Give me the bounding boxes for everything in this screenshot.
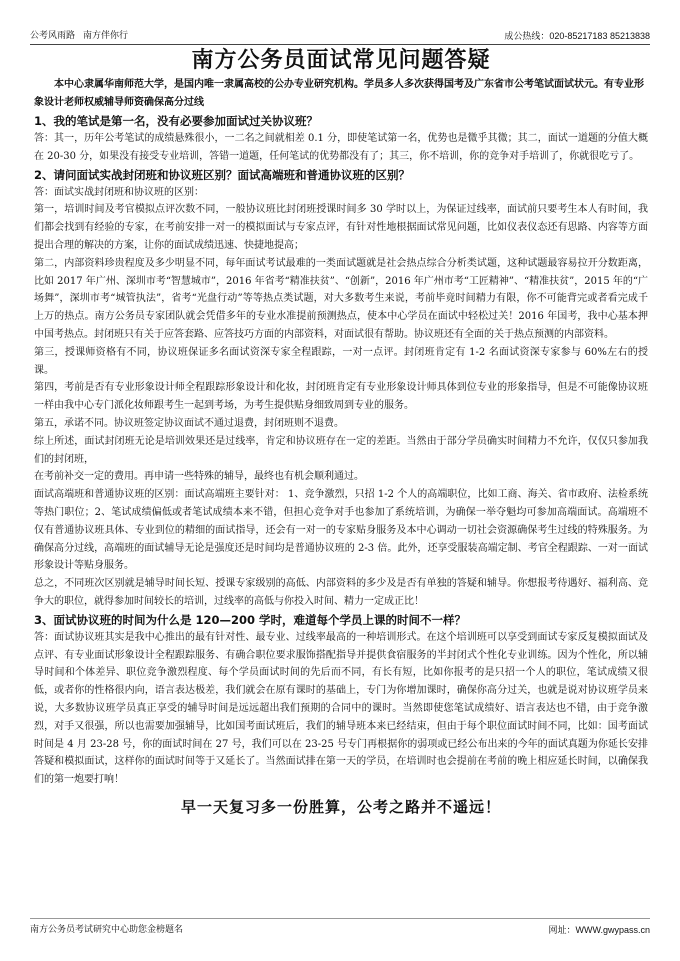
page-footer xyxy=(30,918,650,935)
question-3: 3、面试协议班的时间为什么是 120—200 学时，难道每个学员上课的时间不一样？ xyxy=(34,612,467,627)
intro-paragraph: 本中心隶属华南师范大学，是国内唯一隶属高校的公办专业研究机构。学员多人多次获得国考及广东省市公考笔试面试状元。有专业形象设计老师权威辅导师资确保高分过线 xyxy=(34,79,644,108)
header-hotline: 成公热线：020-85217183 85213838 xyxy=(504,31,650,41)
answer-2-paragraph: 第一，培训时间及考官模拟点评次数不同，一般协议班比封闭班授课时间多 30 学时以上，为保证过线率，面试前只要考生本人有时间，我们都会找到有经验的专家，在考前安排一对一的模拟面试与专家点评，有针对性地根据面试常见问题，比如仪表仪态还有思路、内容等方面提出合理的解决的方案，让你的面试成绩迅速、快捷地提高； xyxy=(34,204,648,251)
question-1: 1、我的笔试是第一名，没有必要参加面试过关协议班？ xyxy=(34,114,318,128)
answer-1: 答：其一，历年公考笔试的成绩悬殊很小，一二名之间就相差 0.1 分，即使笔试第一名，优势也是微乎其微；其二，面试一道题的分值大概在 20-30 分，如果没有接受专业培训，答错一道题，任何笔试的优势都没有了；其三，你不培训，你的竞争对手培训了，你就很吃亏了。 xyxy=(34,133,648,162)
closing-slogan: 早一天复习多一份胜算，公考之路并不遥远！ xyxy=(180,797,501,816)
answer-2-paragraph: 总之，不同班次区别就是辅导时间长短、授课专家级别的高低、内部资料的多少及是否有单独的答疑和辅导。你想报考待遇好、福利高、竞争大的职位，就得参加时间较长的培训，过线率的高低与你投入时间、精力一定成正比！ xyxy=(34,578,648,607)
page-header xyxy=(30,28,650,44)
answer-2-paragraph: 第四，考前是否有专业形象设计师全程跟踪形象设计和化妆，封闭班肯定有专业形象设计师具体到位专业的形象指导，但是不可能像协议班一样由我中心专门派化妆师跟考生一起到考场，为考生提供贴身细致周到专业的服务。 xyxy=(34,382,648,412)
header-slogan xyxy=(30,28,128,44)
question-2: 2、请问面试实战封闭班和协议班区别？面试高端班和普通协议班的区别？ xyxy=(34,167,410,182)
answer-2-paragraph: 综上所述，面试封闭班无论是培训效果还是过线率，肯定和协议班存在一定的差距。当然由于部分学员确实时间精力不允许，仅仅只参加我们的封闭班， xyxy=(34,435,648,465)
page-title: 南方公务员面试常见问题答疑 xyxy=(191,48,491,73)
document-body xyxy=(34,46,648,819)
answer-2-paragraph: 第五，承诺不同。协议班签定协议面试不通过退费，封闭班则不退费。 xyxy=(34,417,344,429)
footer-org: 南方公务员考试研究中心助您金榜题名 xyxy=(30,925,184,935)
answer-2-paragraph: 第三，授课师资格有不同，协议班保证多名面试资深专家全程跟踪，一对一点评。封闭班肯定有 1-2 名面试资深专家参与 60%左右的授课。 xyxy=(34,346,648,376)
footer-website-link[interactable]: 网址：WWW.gwypass.cn xyxy=(548,925,650,935)
answer-2-paragraph: 在考前补交一定的费用。再申请一些特殊的辅导，最终也有机会顺利通过。 xyxy=(34,471,364,483)
header-slogan-2: 南方伴你行 xyxy=(83,31,129,41)
answer-2-paragraph: 第二，内部资料珍贵程度及多少明显不同，每年面试考试最难的一类面试题就是社会热点综合分析类试题，这种试题最容易拉开分数距离，比如 2017 年广州、深圳市考“智慧城市”，2016 年省考“精准扶贫”、“创新”，2016 年广州市考“工匠精神”、“精准扶贫”，2015 年的“广场舞”，深圳市考“城管执法”，省考“光盘行动”等等热点类试题，对大多数考生来说，考前毕竟时间精力有限，你不可能背完或者看完成千上万的热点。南方公务员专家团队就会凭借多年的专业水准提前预测热点，使本中心学员在面试中轻松过关！2016 年国考，我中心基本押中国考热点。封闭班只有关于应答套路、应答技巧方面的内部资料，对面试很有帮助。协议班还有全面的关于热点预测的内部资料。 xyxy=(34,257,648,340)
answer-3: 答：面试协议班其实是我中心推出的最有针对性、最专业、过线率最高的一种培训形式。在这个培训班可以享受到面试专家反复模拟面试及点评、有专业面试形象设计全程跟踪服务、有确合职位要求服饰搭配指导并提供食宿服务的半封闭式个性化专业训练。因为个性化，所以辅导时间和个体差异、职位竞争激烈程度、每个学员面试时间的先后而不同，有长有短，比如你报考的是只招一个人的职位，笔试成绩又很低，或者你的性格很内向，语言表达极差，我们就会在原有课时的基础上，专门为你增加课时，确保你高分过关，也就是说对协议班学员来说，大多数协议班学员真正享受的辅导时间是远远超出我们预期的合同中的课时。当然即使您笔试成绩好、语言表达也不错，由于竞争激烈，对手又很强，所以也需要加强辅导，比如国考面试班后，我们的辅导班本来已经结束，但由于每个职位面试时间不同，比如：国考面试时间是 4 月 23-28 号，你的面试时间在 27 号，我们可以在 23-25 号专门再根据你的弱项或已经公布出来的今年的面试真题为你延长安排答疑和模拟面试，这样你的面试时间等于又延长了。当然面试排在第一天的学员，在培训时也会提前在考前的晚上相应延长时间，以确保我们的第一炮要打响！ xyxy=(34,631,648,786)
header-divider xyxy=(30,44,650,45)
answer-2-paragraph: 答：面试实战封闭班和协议班的区别： xyxy=(34,186,204,198)
header-slogan-1: 公考风雨路 xyxy=(30,31,76,41)
answer-2-paragraph: 面试高端班和普通协议班的区别：面试高端班主要针对： 1、竞争激烈，只招 1-2 个人的高端职位，比如工商、海关、省市政府、法检系统等热门职位；2、笔试成绩偏低或者笔试成绩本来不错，但担心竞争对手也参加了系统培训，为确保一举夺魁均可参加高端面试。高端班不仅有普通协议班具体、专业到位的精细的面试指导，还会有一对一的专家贴身服务及本中心调动一切社会资源确保考生过线的特殊服务。为确保高分过线，高端班的面试辅导无论是强度还是时间均是普通协议班的 2-3 倍。此外，还享受服装高端定制、考官全程跟踪、一对一面试形象设计等贴身服务。 xyxy=(34,489,648,572)
